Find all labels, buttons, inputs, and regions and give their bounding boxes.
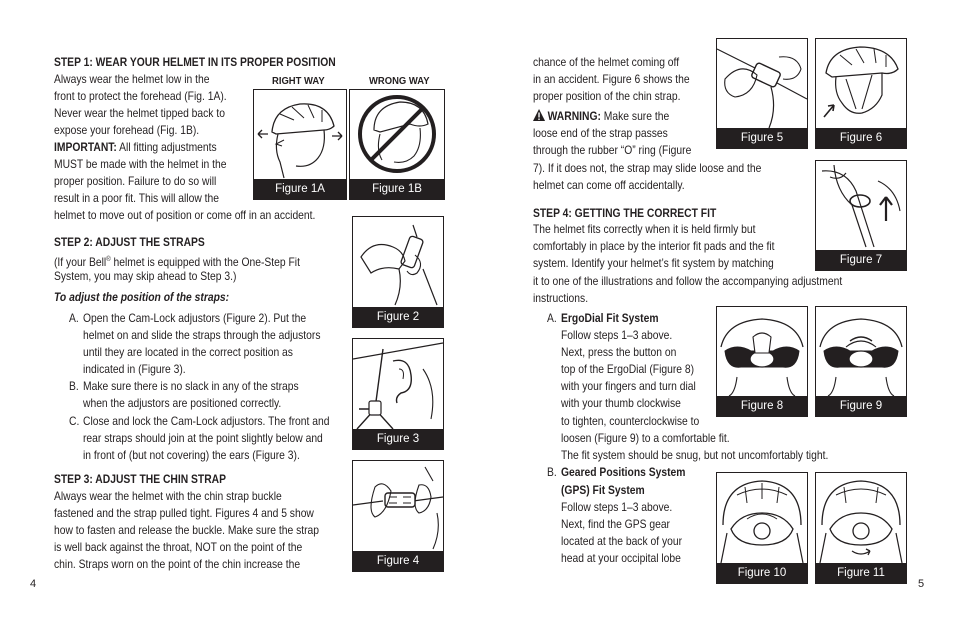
- figure-6: [815, 38, 907, 149]
- item-line: when the adjustors are positioned correctly.: [83, 396, 282, 410]
- gps-gear-adjust-icon: [816, 473, 906, 563]
- gps-line: Next, find the GPS gear: [561, 517, 670, 531]
- gps-line: located at the back of your: [561, 534, 683, 548]
- ergodial-line: with your fingers and turn dial: [561, 379, 696, 393]
- step1-line: Never wear the helmet tipped back to: [54, 106, 225, 120]
- warning-triangle-icon: [533, 109, 545, 121]
- ergodial-line: to tighten, counterclockwise to: [561, 414, 700, 428]
- figure-1b: [349, 89, 445, 200]
- figure-2: [352, 216, 444, 328]
- figure-8-caption: Figure 8: [717, 396, 807, 416]
- gps-title: (GPS) Fit System: [561, 483, 645, 497]
- step1-line: Always wear the helmet low in the: [54, 72, 210, 86]
- cont-line: proper position of the chin strap.: [533, 89, 681, 103]
- item-marker: A.: [69, 311, 79, 325]
- figure-9-caption: Figure 9: [816, 396, 906, 416]
- item-line: Open the Cam-Lock adjustors (Figure 2). Put the: [83, 311, 307, 325]
- step3-line: is well back against the throat, NOT on the point of the: [54, 540, 303, 554]
- item-line: rear straps should join at the point slightly below and: [83, 431, 323, 445]
- figure-2-caption: Figure 2: [353, 307, 443, 327]
- figure-5: [716, 38, 808, 149]
- figure-1a-caption: Figure 1A: [254, 179, 346, 199]
- warning-line: 7). If it does not, the strap may slide loose and the: [533, 161, 762, 175]
- step1-line: front to protect the forehead (Fig. 1A).: [54, 89, 227, 103]
- item-line: in front of (but not covering) the ears (Figure 3).: [83, 448, 300, 462]
- figure-11-caption: Figure 11: [816, 563, 906, 583]
- o-ring-strap-icon: [816, 161, 906, 250]
- step4-line: it to one of the illustrations and follow the accompanying adjustment: [533, 274, 843, 288]
- figure-8: [716, 306, 808, 417]
- figure-3: [352, 338, 444, 450]
- step3-line: how to fasten and release the buckle. Make sure the strap: [54, 523, 320, 537]
- item-marker: C.: [69, 414, 80, 428]
- step3-line: chin. Straps worn on the point of the chin increase the: [54, 557, 301, 571]
- figure-10: [716, 472, 808, 584]
- important-line: IMPORTANT: All fitting adjustments: [54, 140, 217, 154]
- figure-7-caption: Figure 7: [816, 250, 906, 270]
- step2-subheading: To adjust the position of the straps:: [54, 290, 230, 304]
- chin-buckle-icon: [353, 461, 443, 551]
- step4-line: system. Identify your helmet’s fit system by matching: [533, 256, 774, 270]
- important-line: MUST be made with the helmet in the: [54, 157, 227, 171]
- helmet-head-right-way-icon: [254, 90, 346, 179]
- cam-lock-adjustor-icon: [353, 217, 443, 307]
- step2-note: (If your Bell® helmet is equipped with the One-Step Fit: [54, 255, 300, 269]
- important-line: proper position. Failure to do so will: [54, 174, 217, 188]
- important-line: helmet to move out of position or come off in an accident.: [54, 208, 316, 222]
- item-line: Make sure there is no slack in any of the straps: [83, 379, 299, 393]
- step2-heading: STEP 2: ADJUST THE STRAPS: [54, 235, 205, 249]
- helmet-chin-strap-icon: [816, 39, 906, 128]
- item-marker: A.: [547, 311, 557, 325]
- figure-7: [815, 160, 907, 271]
- ergodial-line: Next, press the button on: [561, 345, 677, 359]
- gps-line: Follow steps 1–3 above.: [561, 500, 673, 514]
- step4-line: comfortably in place by the interior fit pads and the fit: [533, 239, 775, 253]
- item-line: indicated in (Figure 3).: [83, 362, 186, 376]
- item-line: helmet on and slide the straps through the adjustors: [83, 328, 321, 342]
- gps-line: head at your occipital lobe: [561, 551, 681, 565]
- step4-line: instructions.: [533, 291, 589, 305]
- item-line: until they are located in the correct position as: [83, 345, 293, 359]
- figure-10-caption: Figure 10: [717, 563, 807, 583]
- page-number-left: 4: [30, 578, 37, 590]
- ergodial-title: ErgoDial Fit System: [561, 311, 659, 325]
- step3-line: Always wear the helmet with the chin strap buckle: [54, 489, 282, 503]
- ergodial-line: with your thumb clockwise: [561, 396, 681, 410]
- ergodial-line: top of the ErgoDial (Figure 8): [561, 362, 695, 376]
- ergodial-line: loosen (Figure 9) to a comfortable fit.: [561, 431, 730, 445]
- gps-gear-icon: [717, 473, 807, 563]
- step3-line: fastened and the strap pulled tight. Figures 4 and 5 show: [54, 506, 314, 520]
- helmet-head-wrong-way-icon: [350, 90, 444, 179]
- cont-line: in an accident. Figure 6 shows the: [533, 72, 690, 86]
- figure-5-caption: Figure 5: [717, 128, 807, 148]
- warning-line: loose end of the strap passes: [533, 126, 668, 140]
- figure-6-caption: Figure 6: [816, 128, 906, 148]
- step2-note: System, you may skip ahead to Step 3.): [54, 269, 237, 283]
- step1-heading: STEP 1: WEAR YOUR HELMET IN ITS PROPER POSITION: [54, 55, 336, 69]
- ergodial-turn-icon: [816, 307, 906, 396]
- gps-title: Geared Positions System: [561, 465, 686, 479]
- figure-1a: [253, 89, 347, 200]
- item-line: Close and lock the Cam-Lock adjustors. The front and: [83, 414, 330, 428]
- ergodial-line: Follow steps 1–3 above.: [561, 328, 673, 342]
- right-way-label: RIGHT WAY: [272, 75, 325, 87]
- step1-line: expose your forehead (Fig. 1B).: [54, 123, 200, 137]
- figure-1b-caption: Figure 1B: [350, 179, 444, 199]
- important-line: result in a poor fit. This will allow the: [54, 191, 219, 205]
- ear-strap-position-icon: [353, 339, 443, 429]
- figure-11: [815, 472, 907, 584]
- step4-line: The helmet fits correctly when it is held firmly but: [533, 222, 756, 236]
- step4-heading: STEP 4: GETTING THE CORRECT FIT: [533, 206, 717, 220]
- warning-line: through the rubber “O” ring (Figure: [533, 143, 692, 157]
- warning-line: helmet can come off accidentally.: [533, 178, 685, 192]
- figure-3-caption: Figure 3: [353, 429, 443, 449]
- page-number-right: 5: [918, 578, 925, 590]
- warning-line: WARNING: Make sure the: [533, 108, 669, 125]
- figure-4-caption: Figure 4: [353, 551, 443, 571]
- wrong-way-label: WRONG WAY: [369, 75, 430, 87]
- step3-heading: STEP 3: ADJUST THE CHIN STRAP: [54, 472, 227, 486]
- ergodial-press-icon: [717, 307, 807, 396]
- item-marker: B.: [547, 465, 557, 479]
- figure-4: [352, 460, 444, 572]
- cont-line: chance of the helmet coming off: [533, 55, 680, 69]
- figure-9: [815, 306, 907, 417]
- ergodial-line: The fit system should be snug, but not uncomfortably tight.: [561, 448, 829, 462]
- warning-label: WARNING:: [547, 109, 601, 123]
- important-label: IMPORTANT:: [54, 140, 117, 154]
- buckle-release-icon: [717, 39, 807, 128]
- item-marker: B.: [69, 379, 79, 393]
